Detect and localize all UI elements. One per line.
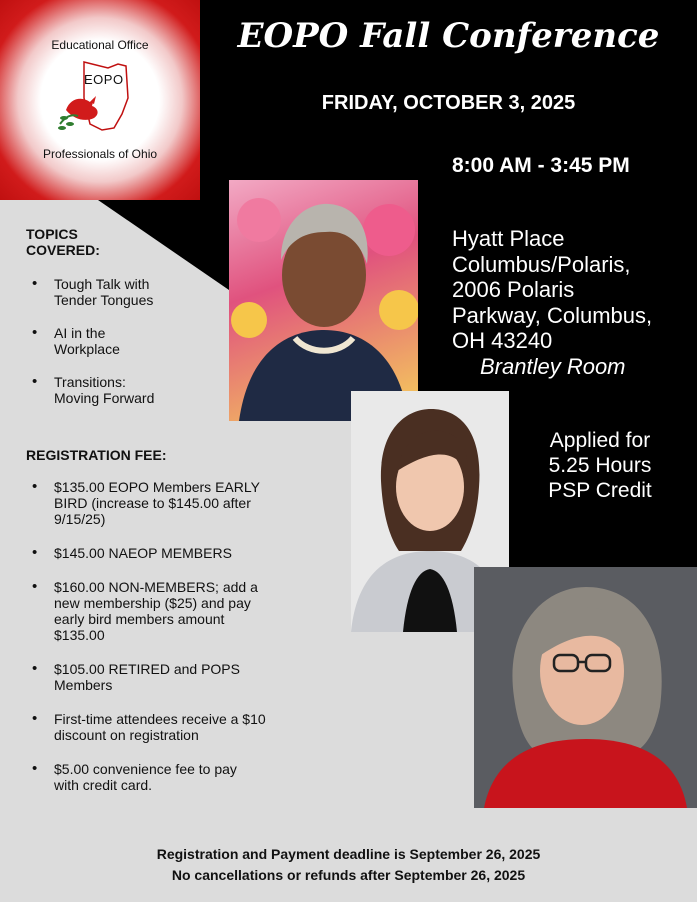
- list-item-line: new membership ($25) and pay: [54, 595, 251, 611]
- list-item-line: with credit card.: [54, 777, 153, 793]
- venue-line: Parkway, Columbus,: [452, 302, 653, 328]
- list-item-line: early bird members amount: [54, 611, 225, 627]
- eopo-logo: [0, 0, 200, 200]
- psp-credit-line: Applied for: [549, 429, 651, 452]
- registration-fee-heading: REGISTRATION FEE:: [26, 447, 167, 463]
- deadline-notice: [0, 844, 697, 886]
- speaker-photo-3: [474, 567, 697, 808]
- logo-eopo-text: EOPO: [84, 72, 124, 87]
- list-item: [26, 661, 326, 693]
- venue-line: Columbus/Polaris,: [452, 251, 631, 277]
- list-item-line: • $135.00 EOPO Members EARLY: [54, 479, 260, 495]
- deadline-line: Registration and Payment deadline is September 26, 2025: [156, 846, 541, 862]
- event-date: FRIDAY, OCTOBER 3, 2025: [321, 92, 576, 114]
- topics-heading: [26, 226, 136, 258]
- venue-address: [452, 226, 692, 379]
- refund-policy-line: No cancellations or refunds after September 26, 2025: [171, 867, 526, 883]
- venue-room: Brantley Room: [480, 353, 626, 379]
- list-item-line: • Transitions:: [54, 374, 126, 390]
- list-item: [26, 579, 326, 643]
- speaker-photo-1: [229, 180, 418, 421]
- list-item-line: $135.00: [54, 627, 105, 643]
- list-item: [26, 325, 206, 357]
- venue-line: Hyatt Place: [452, 226, 565, 251]
- list-item-line: 9/15/25): [54, 511, 106, 527]
- list-item-line: • $160.00 NON-MEMBERS; add a: [54, 579, 258, 595]
- psp-credit: [520, 428, 680, 503]
- topics-list: [26, 276, 206, 423]
- list-item: [26, 276, 206, 308]
- list-item-line: discount on registration: [54, 727, 199, 743]
- list-item-line: BIRD (increase to $145.00 after: [54, 495, 251, 511]
- logo-bottom-text: Professionals of Ohio: [42, 147, 158, 161]
- list-item: [26, 545, 326, 561]
- ohio-cardinal-icon: [56, 58, 146, 138]
- list-item-line: • First-time attendees receive a $10: [54, 711, 266, 727]
- psp-credit-line: 5.25 Hours: [548, 454, 652, 477]
- list-item-line: Members: [54, 677, 113, 693]
- list-item: [26, 761, 326, 793]
- topics-heading-line: TOPICS: [26, 226, 78, 242]
- list-item-line: • $105.00 RETIRED and POPS: [54, 661, 240, 677]
- speaker-portrait-icon: [474, 567, 697, 808]
- list-item: [26, 374, 206, 406]
- list-item-line: • $145.00 NAEOP MEMBERS: [54, 545, 232, 561]
- registration-fee-list: [26, 479, 326, 811]
- list-item-line: Moving Forward: [54, 390, 155, 406]
- list-item-line: • $5.00 convenience fee to pay: [54, 761, 237, 777]
- venue-line: 2006 Polaris: [452, 277, 575, 302]
- speaker-portrait-icon: [229, 180, 418, 421]
- list-item-line: • Tough Talk with: [54, 276, 150, 292]
- event-title: EOPO Fall Conference: [237, 16, 660, 56]
- venue-line: OH 43240: [452, 328, 553, 353]
- list-item-line: • AI in the: [54, 325, 106, 341]
- event-time: 8:00 AM - 3:45 PM: [452, 154, 630, 177]
- logo-top-text: Educational Office: [51, 38, 149, 52]
- list-item-line: Tender Tongues: [54, 292, 154, 308]
- topics-heading-line: COVERED:: [26, 242, 100, 258]
- list-item-line: Workplace: [54, 341, 120, 357]
- psp-credit-line: PSP Credit: [548, 479, 652, 502]
- list-item: [26, 711, 326, 743]
- list-item: [26, 479, 326, 527]
